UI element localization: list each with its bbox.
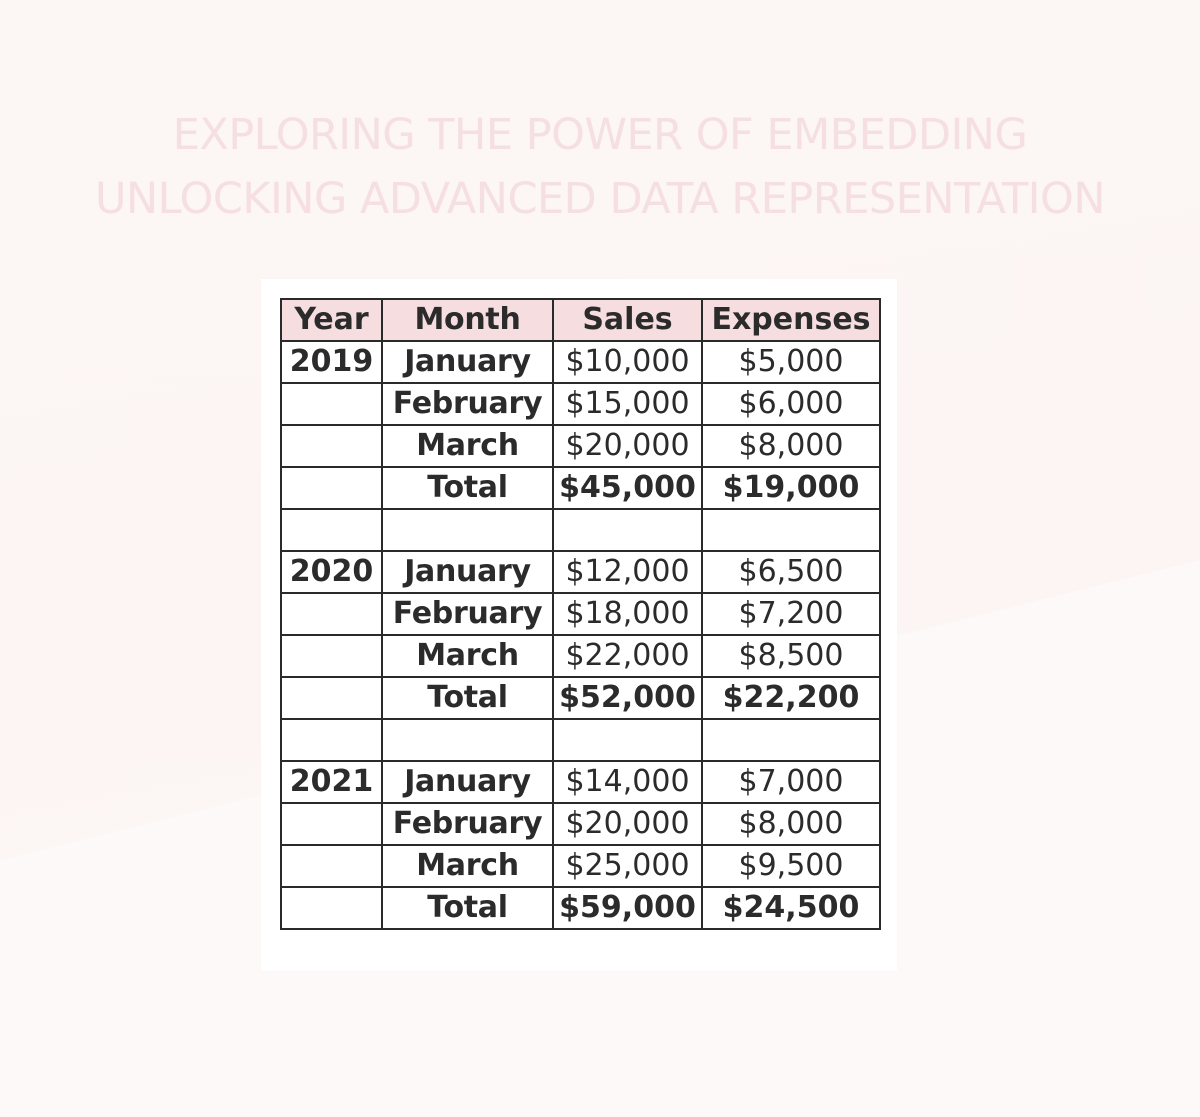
- header-expenses: Expenses: [702, 299, 880, 341]
- table-row: [281, 341, 880, 383]
- month-cell: January: [382, 761, 553, 803]
- year-cell: [281, 887, 382, 929]
- sales-cell: $12,000: [553, 551, 702, 593]
- year-cell: [281, 803, 382, 845]
- year-cell: [281, 467, 382, 509]
- month-cell: [382, 719, 553, 761]
- year-cell: 2019: [281, 341, 382, 383]
- sales-cell: $14,000: [553, 761, 702, 803]
- table-body: [281, 341, 880, 929]
- page-title-line-2: UNLOCKING ADVANCED DATA REPRESENTATION: [94, 174, 1106, 224]
- sales-cell: $10,000: [553, 341, 702, 383]
- year-cell: 2021: [281, 761, 382, 803]
- table-row: [281, 719, 880, 761]
- sales-cell: $25,000: [553, 845, 702, 887]
- table-row: [281, 635, 880, 677]
- month-cell: February: [382, 593, 553, 635]
- expenses-cell: $8,500: [702, 635, 880, 677]
- table-row: [281, 593, 880, 635]
- month-cell: February: [382, 383, 553, 425]
- sales-cell: $15,000: [553, 383, 702, 425]
- expenses-cell: $6,000: [702, 383, 880, 425]
- table-row: [281, 467, 880, 509]
- year-cell: 2020: [281, 551, 382, 593]
- expenses-cell: $24,500: [702, 887, 880, 929]
- sales-cell: $52,000: [553, 677, 702, 719]
- expenses-cell: $22,200: [702, 677, 880, 719]
- year-cell: [281, 845, 382, 887]
- month-cell: March: [382, 425, 553, 467]
- month-cell: January: [382, 341, 553, 383]
- sales-cell: $20,000: [553, 425, 702, 467]
- table-row: [281, 383, 880, 425]
- table-header-row: [281, 299, 880, 341]
- year-cell: [281, 383, 382, 425]
- year-cell: [281, 719, 382, 761]
- year-cell: [281, 677, 382, 719]
- month-cell: February: [382, 803, 553, 845]
- month-cell: March: [382, 635, 553, 677]
- sales-cell: $18,000: [553, 593, 702, 635]
- expenses-cell: $5,000: [702, 341, 880, 383]
- expenses-cell: [702, 719, 880, 761]
- year-cell: [281, 593, 382, 635]
- table-row: [281, 803, 880, 845]
- expenses-cell: $6,500: [702, 551, 880, 593]
- expenses-cell: $9,500: [702, 845, 880, 887]
- expenses-cell: [702, 509, 880, 551]
- expenses-cell: $7,000: [702, 761, 880, 803]
- month-cell: January: [382, 551, 553, 593]
- month-cell: March: [382, 845, 553, 887]
- month-cell: Total: [382, 467, 553, 509]
- table-row: [281, 845, 880, 887]
- expenses-cell: $8,000: [702, 425, 880, 467]
- header-year: Year: [281, 299, 382, 341]
- table-row: [281, 425, 880, 467]
- sales-cell: $20,000: [553, 803, 702, 845]
- expenses-cell: $19,000: [702, 467, 880, 509]
- expenses-cell: $8,000: [702, 803, 880, 845]
- sales-cell: $59,000: [553, 887, 702, 929]
- expenses-cell: $7,200: [702, 593, 880, 635]
- table-row: [281, 677, 880, 719]
- page-title-line-1: EXPLORING THE POWER OF EMBEDDING: [172, 110, 1028, 160]
- sales-cell: [553, 719, 702, 761]
- table-row: [281, 509, 880, 551]
- month-cell: Total: [382, 677, 553, 719]
- year-cell: [281, 635, 382, 677]
- header-month: Month: [382, 299, 553, 341]
- month-cell: Total: [382, 887, 553, 929]
- sales-expenses-table: [280, 298, 881, 930]
- header-sales: Sales: [553, 299, 702, 341]
- year-cell: [281, 509, 382, 551]
- year-cell: [281, 425, 382, 467]
- table-row: [281, 551, 880, 593]
- sales-cell: [553, 509, 702, 551]
- table-row: [281, 761, 880, 803]
- sales-cell: $22,000: [553, 635, 702, 677]
- sales-cell: $45,000: [553, 467, 702, 509]
- table-row: [281, 887, 880, 929]
- month-cell: [382, 509, 553, 551]
